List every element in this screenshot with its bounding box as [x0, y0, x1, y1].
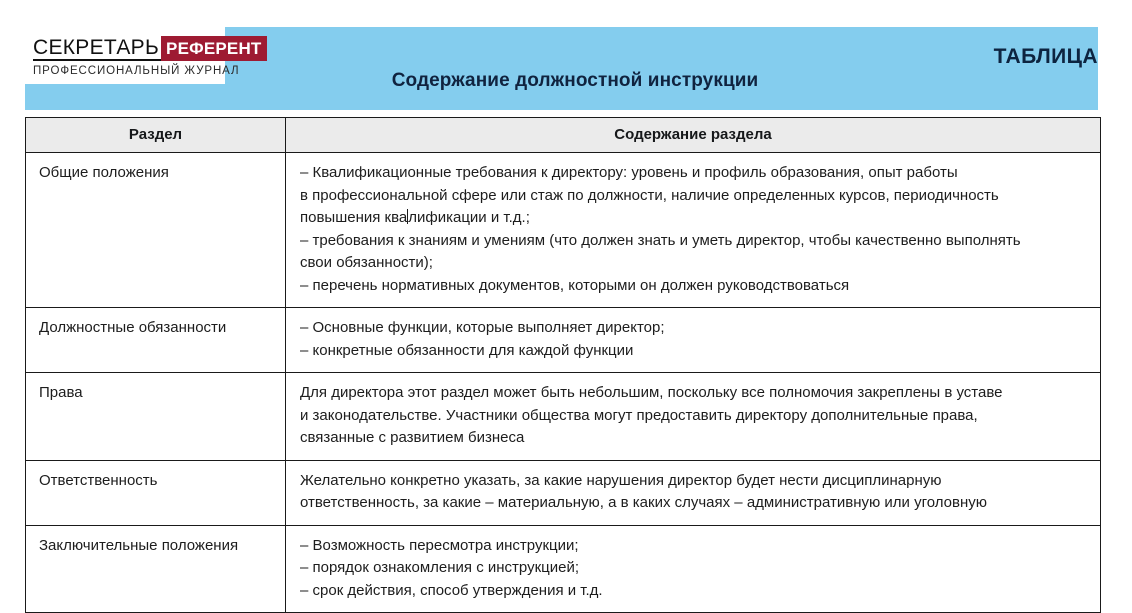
content-line: ответственность, за какие – материальную, а в каких случаях – административную или уголовную	[300, 494, 988, 511]
content-line: свои обязанности);	[300, 254, 433, 271]
row-section-name: Права	[26, 373, 286, 461]
page-title: Содержание должностной инструкции	[391, 70, 759, 91]
row-section-name: Должностные обязанности	[26, 308, 286, 373]
column-header-section: Раздел	[26, 118, 286, 153]
row-content	[286, 525, 1101, 613]
content-line: – перечень нормативных документов, которыми он должен руководствоваться	[300, 276, 850, 294]
content-line-text: повышения квалификации и т.д.;	[300, 209, 530, 226]
content-line: Для директора этот раздел может быть небольшим, поскольку все полномочия закреплены в уставе	[300, 384, 1003, 401]
table-row	[26, 373, 1101, 461]
content-line: – конкретные обязанности для каждой функции	[300, 341, 634, 359]
row-content	[286, 460, 1101, 525]
table-row	[26, 460, 1101, 525]
content-table	[25, 117, 1101, 613]
text-cursor	[407, 209, 408, 224]
row-section-name: Ответственность	[26, 460, 286, 525]
table-body	[26, 153, 1101, 613]
content-line: связанные с развитием бизнеса	[300, 429, 525, 446]
row-content	[286, 373, 1101, 461]
content-line: и законодательстве. Участники общества могут предоставить директору дополнительные права,	[300, 406, 978, 424]
logo-badge: РЕФЕРЕНТ	[161, 36, 266, 61]
content-line: – Основные функции, которые выполняет директор;	[300, 319, 665, 336]
row-section-name: Заключительные положения	[26, 525, 286, 613]
table-row	[26, 153, 1101, 308]
content-line: – срок действия, способ утверждения и т.д.	[300, 581, 603, 599]
row-content	[286, 308, 1101, 373]
row-content	[286, 153, 1101, 308]
magazine-logo	[25, 27, 262, 84]
table-header-row	[26, 118, 1101, 153]
content-line-with-caret	[300, 207, 1090, 230]
content-line: – требования к знаниям и умениям (что должен знать и уметь директор, чтобы качественно выполнять	[300, 231, 1021, 249]
row-section-name: Общие положения	[26, 153, 286, 308]
table-label: ТАБЛИЦА	[993, 45, 1098, 68]
content-line: – порядок ознакомления с инструкцией;	[300, 559, 580, 576]
content-line: – Возможность пересмотра инструкции;	[300, 536, 579, 554]
table-header	[26, 118, 1101, 153]
table-row	[26, 308, 1101, 373]
content-line: в профессиональной сфере или стаж по должности, наличие определенных курсов, периодичность	[300, 186, 999, 204]
logo-wordmark-row	[33, 35, 262, 61]
logo-word: СЕКРЕТАРЬ	[33, 35, 160, 59]
logo-subtitle: ПРОФЕССИОНАЛЬНЫЙ ЖУРНАЛ	[33, 64, 240, 77]
table-row	[26, 525, 1101, 613]
column-header-content: Содержание раздела	[286, 118, 1101, 153]
content-line: – Квалификационные требования к директору: уровень и профиль образования, опыт работы	[300, 164, 958, 181]
content-line: Желательно конкретно указать, за какие нарушения директор будет нести дисциплинарную	[300, 471, 942, 489]
